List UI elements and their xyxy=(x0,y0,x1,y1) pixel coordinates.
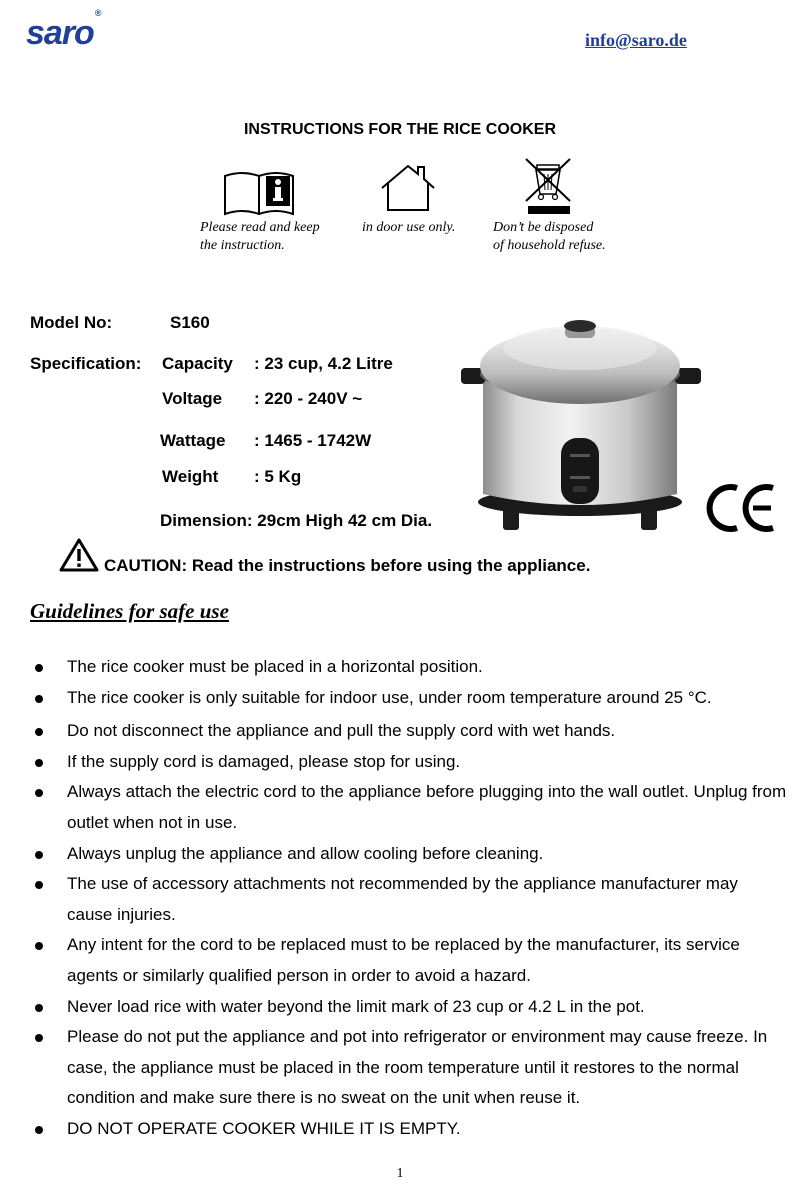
caption-line: the instruction. xyxy=(200,238,285,253)
bullet-icon xyxy=(35,789,43,797)
weight-value: : 5 Kg xyxy=(254,467,302,486)
bullet-icon xyxy=(35,1126,43,1134)
icon-caption-read xyxy=(200,219,320,255)
caption-line: in door use only. xyxy=(362,220,456,235)
caption-line: Please read and keep xyxy=(200,220,320,235)
item-text: The rice cooker is only suitable for indoor use, under room temperature around 25 °C. xyxy=(67,687,712,707)
caption-line: Don’t be disposed xyxy=(493,220,594,235)
manual-info-icon xyxy=(222,168,296,223)
capacity-label: Capacity xyxy=(162,354,233,373)
list-item xyxy=(0,683,787,714)
item-text: Do not disconnect the appliance and pull the supply cord with wet hands. xyxy=(67,721,616,741)
list-item xyxy=(0,777,787,838)
list-item xyxy=(0,839,787,870)
caption-line: of household refuse. xyxy=(493,238,606,253)
rice-cooker-image xyxy=(455,308,715,541)
list-item xyxy=(0,716,787,747)
item-text: Please do not put the appliance and pot into refrigerator or environment may cause freeze. In case, the appliance must be placed in the room temperature until it restores to the normal condition and make sure there is no sweat on the unit when reuse it. xyxy=(67,1027,768,1108)
item-text: The use of accessory attachments not recommended by the appliance manufacturer may cause injuries. xyxy=(67,874,738,924)
list-item xyxy=(0,1114,787,1145)
item-text: Never load rice with water beyond the limit mark of 23 cup or 4.2 L in the pot. xyxy=(67,996,645,1016)
model-value: S160 xyxy=(170,313,210,332)
dimension: Dimension: 29cm High 42 cm Dia. xyxy=(160,511,433,530)
bullet-icon xyxy=(35,1004,43,1012)
ce-mark xyxy=(705,482,779,539)
bullet-icon xyxy=(35,851,43,859)
email-link[interactable]: info@saro.de xyxy=(585,30,687,50)
item-text: The rice cooker must be placed in a horizontal position. xyxy=(67,657,483,676)
icon-caption-dispose xyxy=(493,219,606,255)
caution-text: CAUTION: Read the instructions before using the appliance. xyxy=(104,556,591,575)
list-item xyxy=(0,652,787,683)
list-item xyxy=(0,747,787,778)
item-text: If the supply cord is damaged, please stop for using. xyxy=(67,751,461,771)
bullet-icon xyxy=(35,695,43,703)
item-text: Always unplug the appliance and allow cooling before cleaning. xyxy=(67,843,544,863)
page-number: 1 xyxy=(396,1166,404,1181)
list-item xyxy=(0,930,787,991)
capacity-value: : 23 cup, 4.2 Litre xyxy=(254,354,393,373)
item-text: Any intent for the cord to be replaced must to be replaced by the manufacturer, its service agents or similarly qualified person in order to avoid a hazard. xyxy=(67,935,740,985)
voltage-label: Voltage xyxy=(162,389,223,408)
logo-text: saro xyxy=(26,14,94,52)
saro-logo xyxy=(26,7,101,53)
list-item xyxy=(0,869,787,930)
registered-mark: ® xyxy=(94,7,101,18)
icon-caption-indoor xyxy=(362,219,455,237)
list-item xyxy=(0,992,787,1023)
guidelines-list xyxy=(0,652,800,1145)
wattage-value: : 1465 - 1742W xyxy=(254,431,372,450)
guidelines-heading: Guidelines for safe use xyxy=(30,599,229,623)
bullet-icon xyxy=(35,1034,43,1042)
item-text: DO NOT OPERATE COOKER WHILE IT IS EMPTY. xyxy=(67,1118,461,1138)
list-item xyxy=(0,1022,787,1114)
warning-triangle-icon xyxy=(58,537,100,578)
bullet-icon xyxy=(35,942,43,950)
wattage-label: Wattage xyxy=(160,431,226,450)
bullet-icon xyxy=(35,759,43,767)
bullet-icon xyxy=(35,664,43,672)
bullet-icon xyxy=(35,881,43,889)
crossed-bin-icon xyxy=(520,156,578,221)
specification-label: Specification: xyxy=(30,354,142,373)
document-title: INSTRUCTIONS FOR THE RICE COOKER xyxy=(243,121,556,138)
voltage-value: : 220 - 240V ~ xyxy=(254,389,363,408)
house-icon xyxy=(378,163,438,218)
item-text: Always attach the electric cord to the appliance before plugging into the wall outlet. Unplug from outlet when not in use. xyxy=(67,782,787,832)
weight-label: Weight xyxy=(162,467,219,486)
bullet-icon xyxy=(35,728,43,736)
model-label: Model No: xyxy=(30,313,113,332)
